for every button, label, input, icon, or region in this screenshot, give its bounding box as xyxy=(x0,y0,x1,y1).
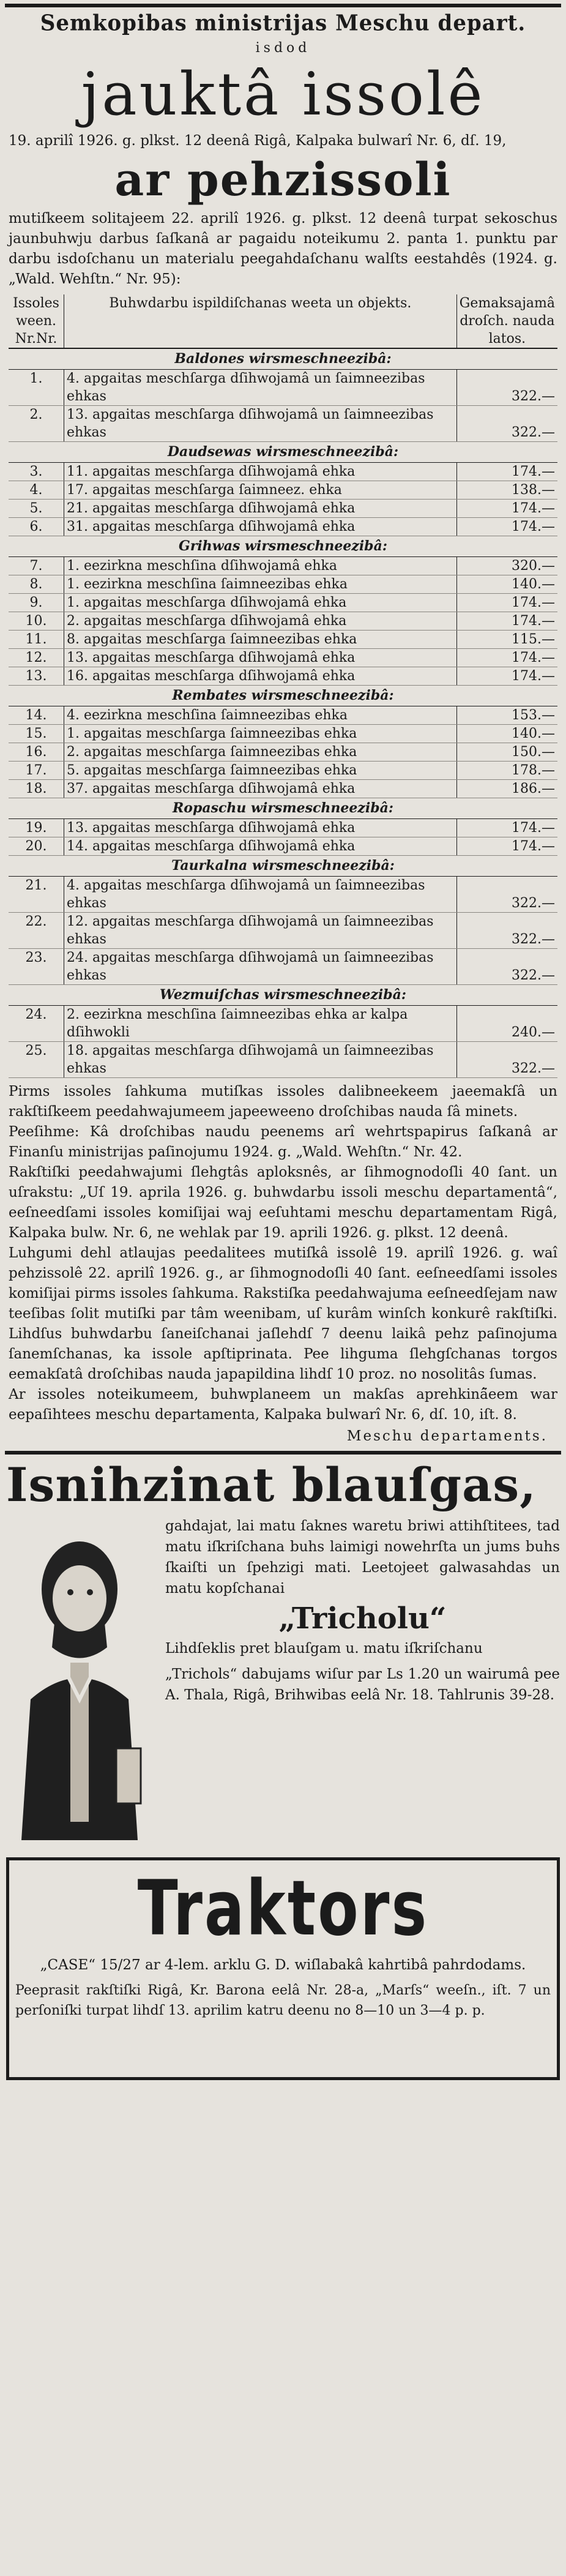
table-row xyxy=(9,612,557,631)
row-number: 13. xyxy=(9,667,64,686)
row-amount: 322.— xyxy=(456,370,557,406)
row-amount: 174.— xyxy=(456,837,557,856)
row-number: 12. xyxy=(9,649,64,667)
notice-subtitle: ar pehzissoli xyxy=(114,154,452,206)
row-description: 13. apgaitas meschſarga dſihwojamâ ehka xyxy=(64,649,457,667)
table-row xyxy=(9,913,557,949)
table-row xyxy=(9,725,557,743)
row-description: 16. apgaitas meschſarga dſihwojamâ ehka xyxy=(64,667,457,686)
row-number: 4. xyxy=(9,481,64,500)
man-illustration xyxy=(6,1516,159,1846)
section-name: Rembates wirsmeschneezibâ: xyxy=(9,686,557,706)
ad2-title: Traktors xyxy=(137,1865,429,1953)
row-amount: 322.— xyxy=(456,913,557,949)
notice-body: mutiſkeem solitajeem 22. aprilî 1926. g. plkst. 12 deenâ turpat sekoschus jaunbuhwju darbus ſaſkanâ ar pagaidu noteikumu 2. panta 1. punktu par darbu isdoſchanu un materialu peegahdaſchanu walſts eestahdês (1924. g. „Wald. Wehſtn.“ Nr. 95): xyxy=(9,211,557,287)
table-row xyxy=(9,762,557,780)
table-row xyxy=(9,837,557,856)
ad2-box xyxy=(6,1857,560,2080)
row-number: 8. xyxy=(9,575,64,594)
ad1-text-1: gahdajat, lai matu ſaknes waretu briwi attihſtitees, tad matu iſkriſchana buhs laimigi nowehrſta un jums buhs ſkaiſti un ſpehzigi mati. Leetojeet galwasahdas un matu kopſchanai xyxy=(165,1518,560,1597)
row-number: 7. xyxy=(9,557,64,575)
notice-title: jauktâ issolê xyxy=(81,60,485,129)
row-amount: 153.— xyxy=(456,706,557,725)
issues-label: isdod xyxy=(255,40,311,56)
table-row xyxy=(9,481,557,500)
row-description: 24. apgaitas meschſarga dſihwojamâ un ſaimneezibas ehkas xyxy=(64,949,457,985)
row-number: 6. xyxy=(9,518,64,536)
section-header xyxy=(9,798,557,819)
table-row xyxy=(9,667,557,686)
row-amount: 322.— xyxy=(456,406,557,442)
row-amount: 174.— xyxy=(456,500,557,518)
row-number: 19. xyxy=(9,819,64,837)
section-name: Taurkalna wirsmeschneezibâ: xyxy=(9,856,557,877)
ad1-text-3: „Trichols“ dabujams wiſur par Ls 1.20 un wairumâ pee A. Thala, Rigâ, Brihwibas eelâ Nr. 18. Tahlrunis 39-28. xyxy=(165,1666,560,1703)
row-amount: 115.— xyxy=(456,631,557,649)
ministry-header: Semkopibas ministrijas Meschu depart. xyxy=(40,10,526,36)
ad1-product-name: „Tricholu“ xyxy=(278,1601,447,1636)
row-description: 11. apgaitas meschſarga dſihwojamâ ehka xyxy=(64,463,457,481)
paragraph-written-offers: Rakſtiſki peedahwajumi ſlehgtâs aploksnês, ar ſihmognodoſli 40 ſant. un uſrakstu: „Uſ 19. aprila 1926. g. buhwdarbu issoli meschu departamentâ“, eeſneedſami issoles komiſijai waj eeſuhtami meschu departamentam Rigâ, Kalpaka bulw. Nr. 6, ne wehlak par 19. aprili 1926. g. plkst. 12 deenâ. xyxy=(9,1164,557,1241)
works-table-body xyxy=(9,348,557,1078)
section-name: Baldones wirsmeschneezibâ: xyxy=(9,348,557,370)
table-row xyxy=(9,631,557,649)
ad1-title: Isnihzinat blauſgas, xyxy=(6,1458,537,1512)
row-number: 2. xyxy=(9,406,64,442)
section-name: Daudsewas wirsmeschneezibâ: xyxy=(9,442,557,463)
row-description: 13. apgaitas meschſarga dſihwojamâ un ſaimneezibas ehkas xyxy=(64,406,457,442)
row-description: 21. apgaitas meschſarga dſihwojamâ ehka xyxy=(64,500,457,518)
row-number: 15. xyxy=(9,725,64,743)
row-description: 17. apgaitas meschſarga ſaimneez. ehka xyxy=(64,481,457,500)
table-row xyxy=(9,877,557,913)
row-description: 4. apgaitas meschſarga dſihwojamâ un ſaimneezibas ehkas xyxy=(64,370,457,406)
row-amount: 174.— xyxy=(456,612,557,631)
works-table xyxy=(9,294,557,1078)
table-row xyxy=(9,406,557,442)
row-number: 17. xyxy=(9,762,64,780)
row-amount: 138.— xyxy=(456,481,557,500)
section-header xyxy=(9,536,557,557)
section-header xyxy=(9,856,557,877)
row-amount: 140.— xyxy=(456,575,557,594)
table-row xyxy=(9,594,557,612)
section-header xyxy=(9,442,557,463)
row-number: 5. xyxy=(9,500,64,518)
row-number: 16. xyxy=(9,743,64,762)
col-desc-header: Buhwdarbu ispildiſchanas weeta un objekts. xyxy=(64,294,457,348)
row-number: 22. xyxy=(9,913,64,949)
row-number: 10. xyxy=(9,612,64,631)
row-description: 4. eezirkna meschſina ſaimneezibas ehka xyxy=(64,706,457,725)
row-number: 11. xyxy=(9,631,64,649)
row-description: 2. apgaitas meschſarga ſaimneezibas ehka xyxy=(64,743,457,762)
section-name: Wezmuiſchas wirsmeschneezibâ: xyxy=(9,985,557,1006)
paragraph-conditions: Ar issoles noteikumeem, buhwplaneem un makſas aprehkinâ̈eem war eepaſihtees meschu departamenta, Kalpaka bulwarî Nr. 6, dſ. 10, iſt. 8. xyxy=(9,1387,557,1423)
row-amount: 240.— xyxy=(456,1006,557,1042)
table-row xyxy=(9,649,557,667)
row-number: 14. xyxy=(9,706,64,725)
ad1-body xyxy=(6,1516,560,1846)
row-amount: 174.— xyxy=(456,667,557,686)
row-amount: 186.— xyxy=(456,780,557,798)
paragraph-note: Peeſihme: Kâ droſchibas naudu peenems arî wehrtspapirus ſaſkanâ ar Finanſu ministrijas paſinojumu 1924. g. „Wald. Wehſtn.“ Nr. 42. xyxy=(9,1124,557,1160)
row-number: 24. xyxy=(9,1006,64,1042)
section-header xyxy=(9,348,557,370)
signature: Meschu departaments. xyxy=(346,1428,548,1444)
row-number: 25. xyxy=(9,1042,64,1078)
ad2-line-1: „CASE“ 15/27 ar 4-lem. arklu G. D. wiſlabakâ kahrtibâ pahrdodams. xyxy=(40,1957,526,1973)
paragraph-deposit: Pirms issoles ſahkuma mutiſkas issoles dalibneekeem jaeemakſâ un rakſtiſkeem peedahwajumeem japeeweeno droſchibas nauda ſâ minets. xyxy=(9,1084,557,1120)
col-nr-header: Issoles ween. Nr.Nr. xyxy=(9,294,64,348)
section-name: Ropaschu wirsmeschneezibâ: xyxy=(9,798,557,819)
row-amount: 322.— xyxy=(456,1042,557,1078)
table-row xyxy=(9,743,557,762)
table-row xyxy=(9,500,557,518)
row-description: 2. eezirkna meschſina ſaimneezibas ehka ar kalpa dſihwokli xyxy=(64,1006,457,1042)
table-row xyxy=(9,949,557,985)
row-amount: 150.— xyxy=(456,743,557,762)
row-description: 1. apgaitas meschſarga dſihwojamâ ehka xyxy=(64,594,457,612)
table-row xyxy=(9,370,557,406)
row-number: 1. xyxy=(9,370,64,406)
section-header xyxy=(9,985,557,1006)
row-number: 18. xyxy=(9,780,64,798)
table-row xyxy=(9,819,557,837)
row-amount: 140.— xyxy=(456,725,557,743)
ad2-line-2: Peeprasit rakſtiſki Rigâ, Kr. Barona eelâ Nr. 28-a, „Marſs“ weeſn., iſt. 7 un perſoniſki turpat lihdſ 13. aprilim katru deenu no 8—10 un 3—4 p. p. xyxy=(15,1983,551,2018)
row-number: 23. xyxy=(9,949,64,985)
table-row xyxy=(9,463,557,481)
col-amt-header: Gemaksajamâ droſch. nauda latos. xyxy=(456,294,557,348)
table-row xyxy=(9,1006,557,1042)
row-description: 4. apgaitas meschſarga dſihwojamâ un ſaimneezibas ehkas xyxy=(64,877,457,913)
ad1-text-block xyxy=(159,1516,560,1846)
row-description: 12. apgaitas meschſarga dſihwojamâ un ſaimneezibas ehkas xyxy=(64,913,457,949)
notice-intro: 19. aprilî 1926. g. plkst. 12 deenâ Rigâ, Kalpaka bulwarî Nr. 6, dſ. 19, xyxy=(9,133,507,149)
row-description: 1. apgaitas meschſarga ſaimneezibas ehka xyxy=(64,725,457,743)
section-name: Grihwas wirsmeschneezibâ: xyxy=(9,536,557,557)
paragraph-requests: Luhgumi dehl atlaujas peedalitees mutiſkâ issolê 19. aprilî 1926. g. waî pehzissolê 22. aprilî 1926. g., ar ſihmognodoſli 40 ſant. eeſneedſami issoles komiſijai pirms issoles ſahkuma. Rakstiſka peedahwajuma eeſneedſejam naw teeſibas ſolit mutiſki par tâm weenibam, uſ kurâm winſch konkurê rakſtiſki. Lihdſus buhwdarbu ſaneiſchanai jaſlehdſ 7 deenu laikâ pehz paſinojuma ſanemſchanas, ka issole apſtiprinata. Pee lihguma ſlehgſchanas torgos eemakſatâ droſchibas nauda japapildina lihdſ 10 proz. no nosolitâs ſumas. xyxy=(9,1245,557,1382)
row-amount: 174.— xyxy=(456,649,557,667)
row-description: 2. apgaitas meschſarga dſihwojamâ ehka xyxy=(64,612,457,631)
row-description: 1. eezirkna meschſina ſaimneezibas ehka xyxy=(64,575,457,594)
table-row xyxy=(9,780,557,798)
row-number: 21. xyxy=(9,877,64,913)
row-number: 9. xyxy=(9,594,64,612)
row-amount: 174.— xyxy=(456,518,557,536)
row-amount: 174.— xyxy=(456,819,557,837)
table-row xyxy=(9,575,557,594)
row-description: 37. apgaitas meschſarga dſihwojamâ ehka xyxy=(64,780,457,798)
table-row xyxy=(9,706,557,725)
table-row xyxy=(9,1042,557,1078)
row-amount: 322.— xyxy=(456,949,557,985)
row-description: 5. apgaitas meschſarga ſaimneezibas ehka xyxy=(64,762,457,780)
ad1-text-2: Lihdſeklis pret blauſgam u. matu iſkriſchanu xyxy=(165,1641,483,1657)
row-amount: 322.— xyxy=(456,877,557,913)
row-description: 13. apgaitas meschſarga dſihwojamâ ehka xyxy=(64,819,457,837)
table-row xyxy=(9,557,557,575)
row-amount: 320.— xyxy=(456,557,557,575)
row-description: 14. apgaitas meschſarga dſihwojamâ ehka xyxy=(64,837,457,856)
row-amount: 178.— xyxy=(456,762,557,780)
section-header xyxy=(9,686,557,706)
row-description: 1. eezirkna meschſina dſihwojamâ ehka xyxy=(64,557,457,575)
row-description: 8. apgaitas meschſarga ſaimneezibas ehka xyxy=(64,631,457,649)
row-number: 20. xyxy=(9,837,64,856)
table-row xyxy=(9,518,557,536)
row-amount: 174.— xyxy=(456,463,557,481)
row-amount: 174.— xyxy=(456,594,557,612)
row-number: 3. xyxy=(9,463,64,481)
row-description: 18. apgaitas meschſarga dſihwojamâ un ſaimneezibas ehkas xyxy=(64,1042,457,1078)
row-description: 31. apgaitas meschſarga dſihwojamâ ehka xyxy=(64,518,457,536)
